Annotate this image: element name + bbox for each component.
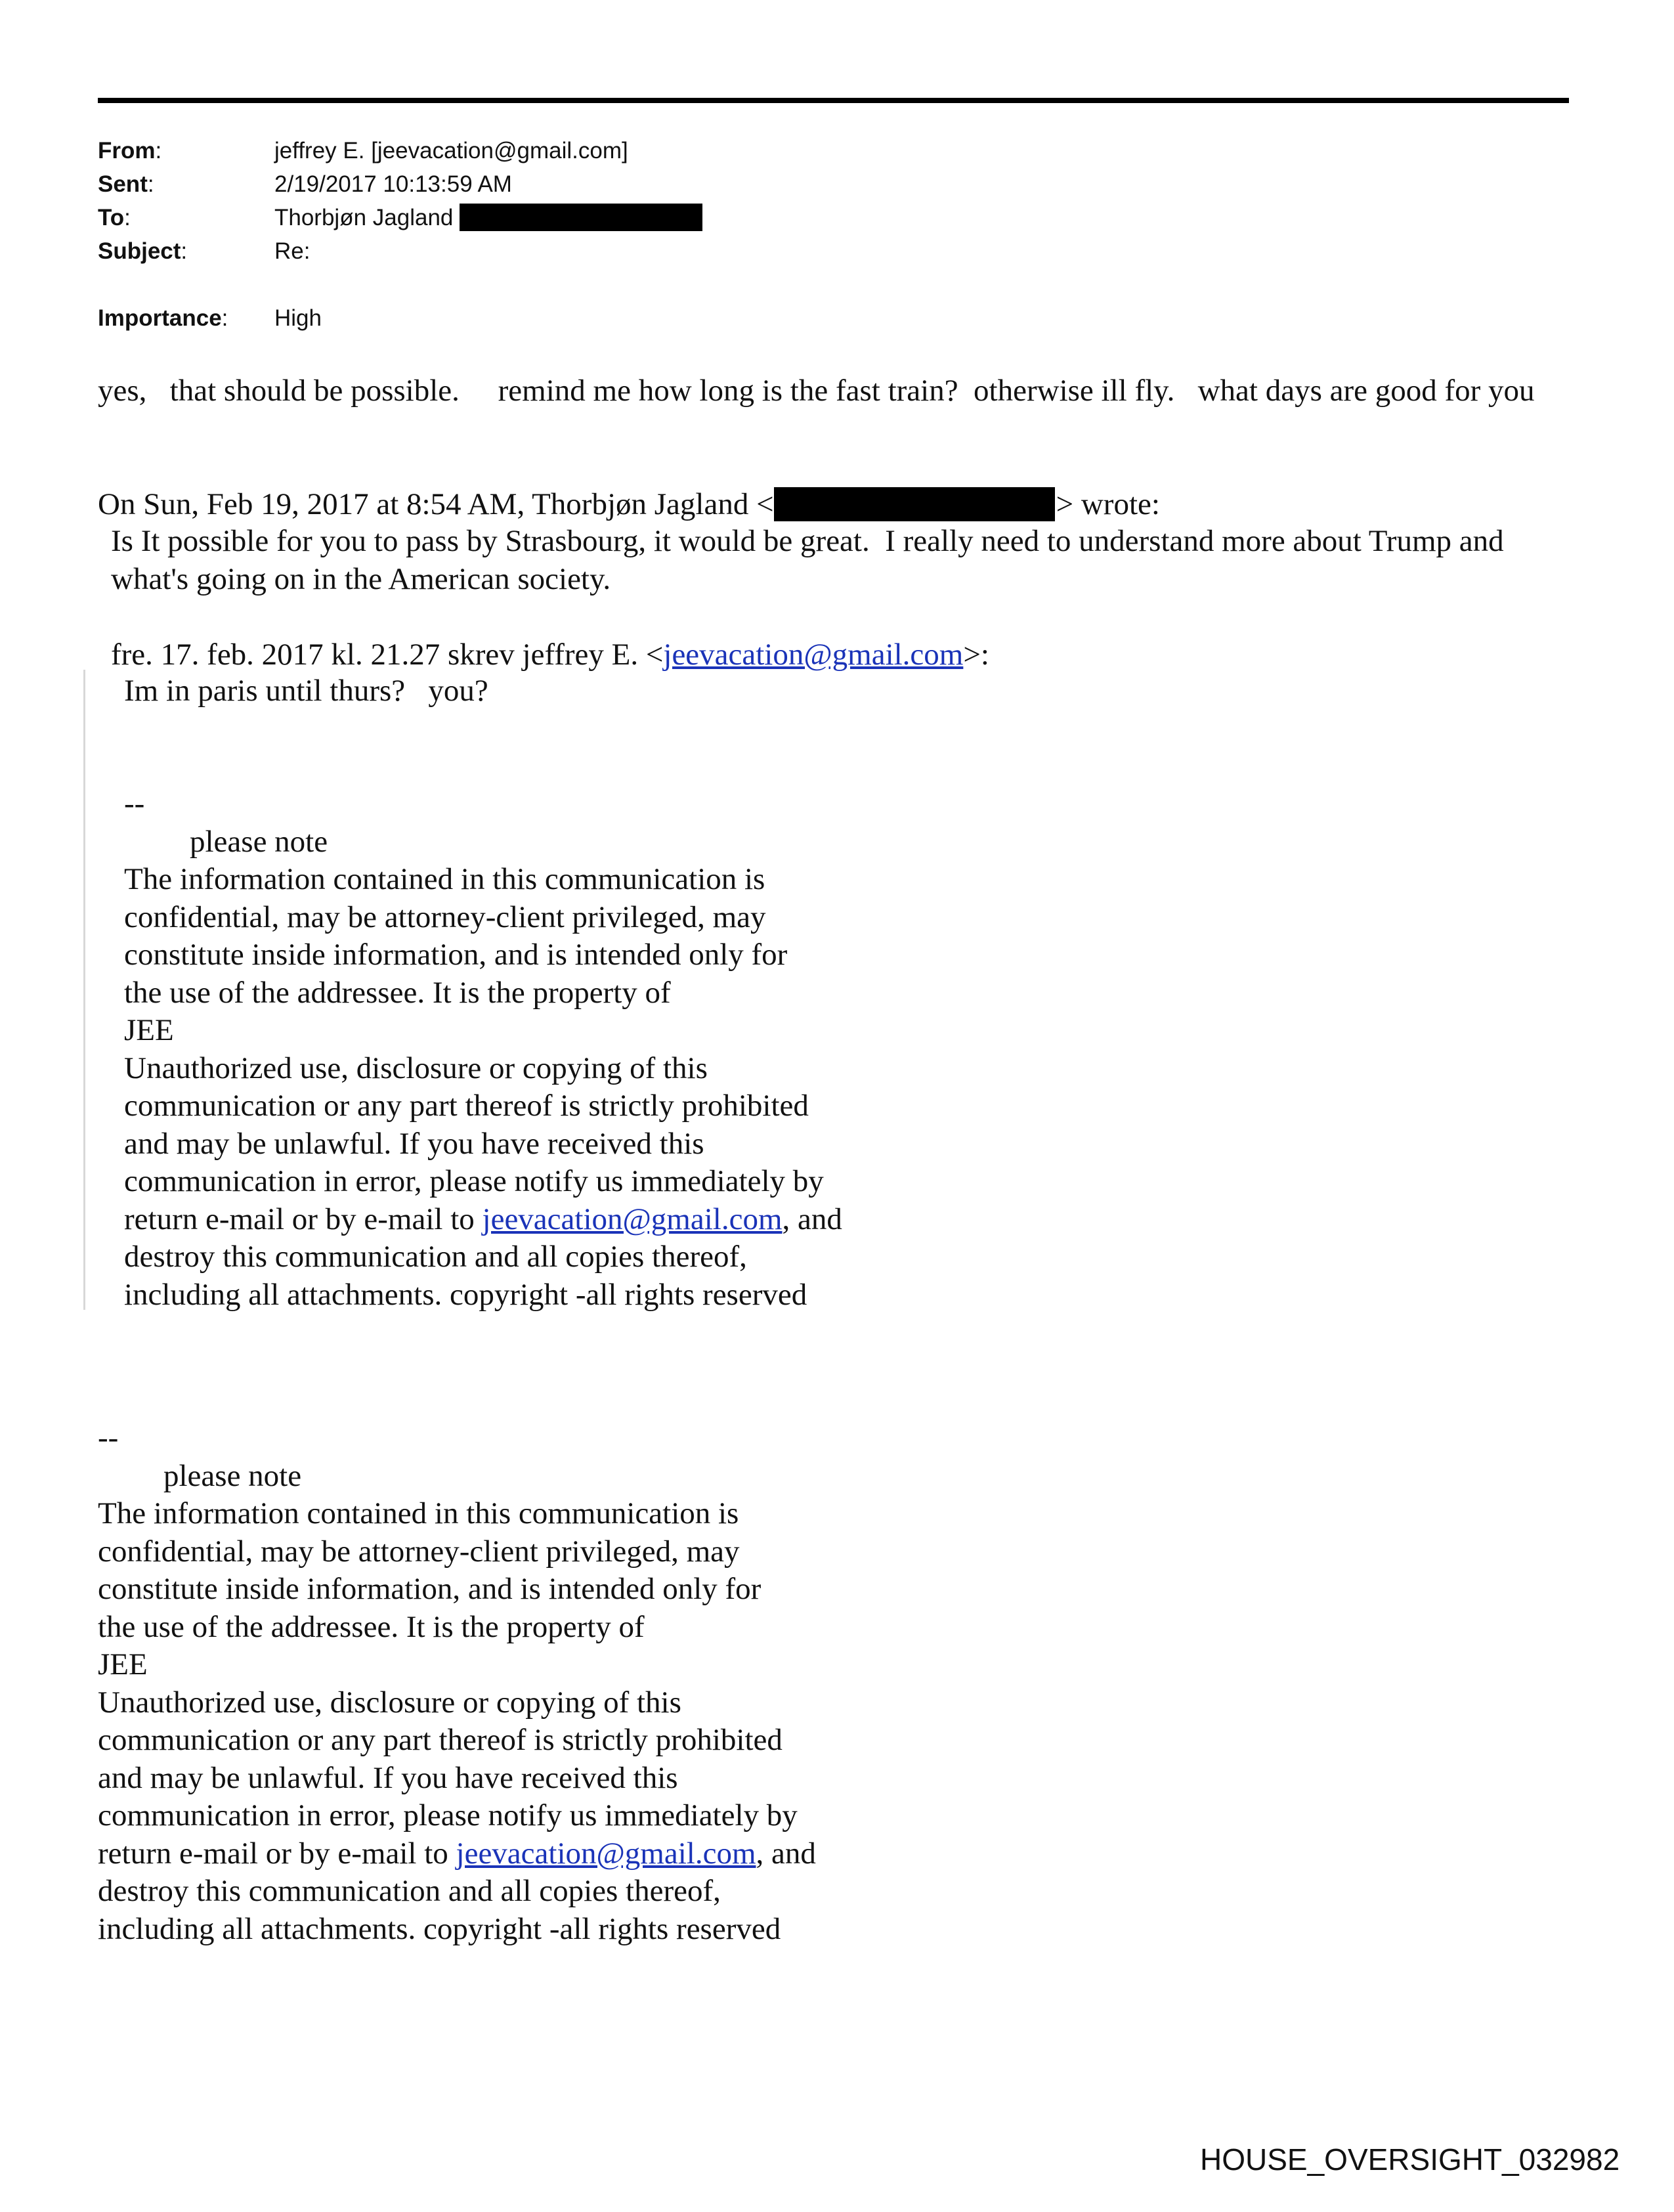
signature	[98, 1420, 816, 1948]
importance-row: Importance: High	[98, 301, 702, 335]
importance-value: High	[274, 305, 322, 331]
email-header	[98, 134, 702, 335]
signature-note: please note	[190, 824, 328, 859]
redaction-box	[460, 204, 702, 231]
bates-number: HOUSE_OVERSIGHT_032982	[1200, 2142, 1620, 2177]
sent-label: Sent	[98, 171, 148, 197]
to-label: To	[98, 205, 125, 230]
from-row: From: jeffrey E. [jeevacation@gmail.com]	[98, 134, 702, 167]
email-link[interactable]: jeevacation@gmail.com	[482, 1202, 783, 1236]
signature-dashes: --	[98, 1421, 119, 1455]
signature-dashes: --	[124, 787, 145, 821]
subject-row: Subject: Re:	[98, 234, 702, 268]
quoted-signature	[124, 785, 842, 1314]
from-label: From	[98, 138, 156, 163]
signature-note: please note	[163, 1458, 302, 1493]
subject-value: Re:	[274, 238, 311, 264]
email-link[interactable]: jeevacation@gmail.com	[456, 1836, 756, 1871]
redaction-box	[774, 487, 1055, 521]
to-value: Thorbjøn Jagland	[274, 205, 454, 230]
quote2-text: Im in paris until thurs? you?	[124, 674, 488, 708]
quote-bar	[83, 670, 85, 1310]
from-value: jeffrey E. [jeevacation@gmail.com]	[274, 138, 628, 163]
top-rule	[98, 98, 1569, 103]
quote1-block	[111, 523, 1575, 674]
signature-disclaimer: The information contained in this communication is confidential, may be attorney-client privileged, may constitute inside information, and is intended only for the use of the addressee. It is the property of JEE Unauthorized use, disclosure or copying of this communication or any part thereof is strictly prohibited and may be unlawful. If you have received this communication in error, please notify us immediately by return e-mail or by e-mail to jeevacation@gmail.com, and destroy this communication and all copies thereof, including all attachments. copyright -all rights reserved	[98, 1496, 816, 1946]
to-row: To: Thorbjøn Jagland	[98, 201, 702, 234]
email-link[interactable]: jeevacation@gmail.com	[663, 637, 964, 672]
subject-label: Subject	[98, 238, 181, 264]
importance-label: Importance	[98, 305, 222, 331]
quote1-text: Is It possible for you to pass by Strasbourg, it would be great. I really need to understand more about Trump and what's going on in the American society.	[111, 524, 1512, 596]
reply-body: yes, that should be possible. remind me how long is the fast train? otherwise ill fly. what days are good for you	[98, 374, 1535, 408]
sent-row: Sent: 2/19/2017 10:13:59 AM	[98, 167, 702, 201]
quote2-attribution: fre. 17. feb. 2017 kl. 21.27 skrev jeffrey E. <jeevacation@gmail.com>:	[111, 637, 989, 672]
sent-value: 2/19/2017 10:13:59 AM	[274, 171, 512, 197]
signature-disclaimer: The information contained in this communication is confidential, may be attorney-client privileged, may constitute inside information, and is intended only for the use of the addressee. It is the property of JEE Unauthorized use, disclosure or copying of this communication or any part thereof is strictly prohibited and may be unlawful. If you have received this communication in error, please notify us immediately by return e-mail or by e-mail to jeevacation@gmail.com, and destroy this communication and all copies thereof, including all attachments. copyright -all rights reserved	[124, 862, 842, 1312]
quote1-attribution: On Sun, Feb 19, 2017 at 8:54 AM, Thorbjøn Jagland < > wrote:	[98, 487, 1160, 521]
